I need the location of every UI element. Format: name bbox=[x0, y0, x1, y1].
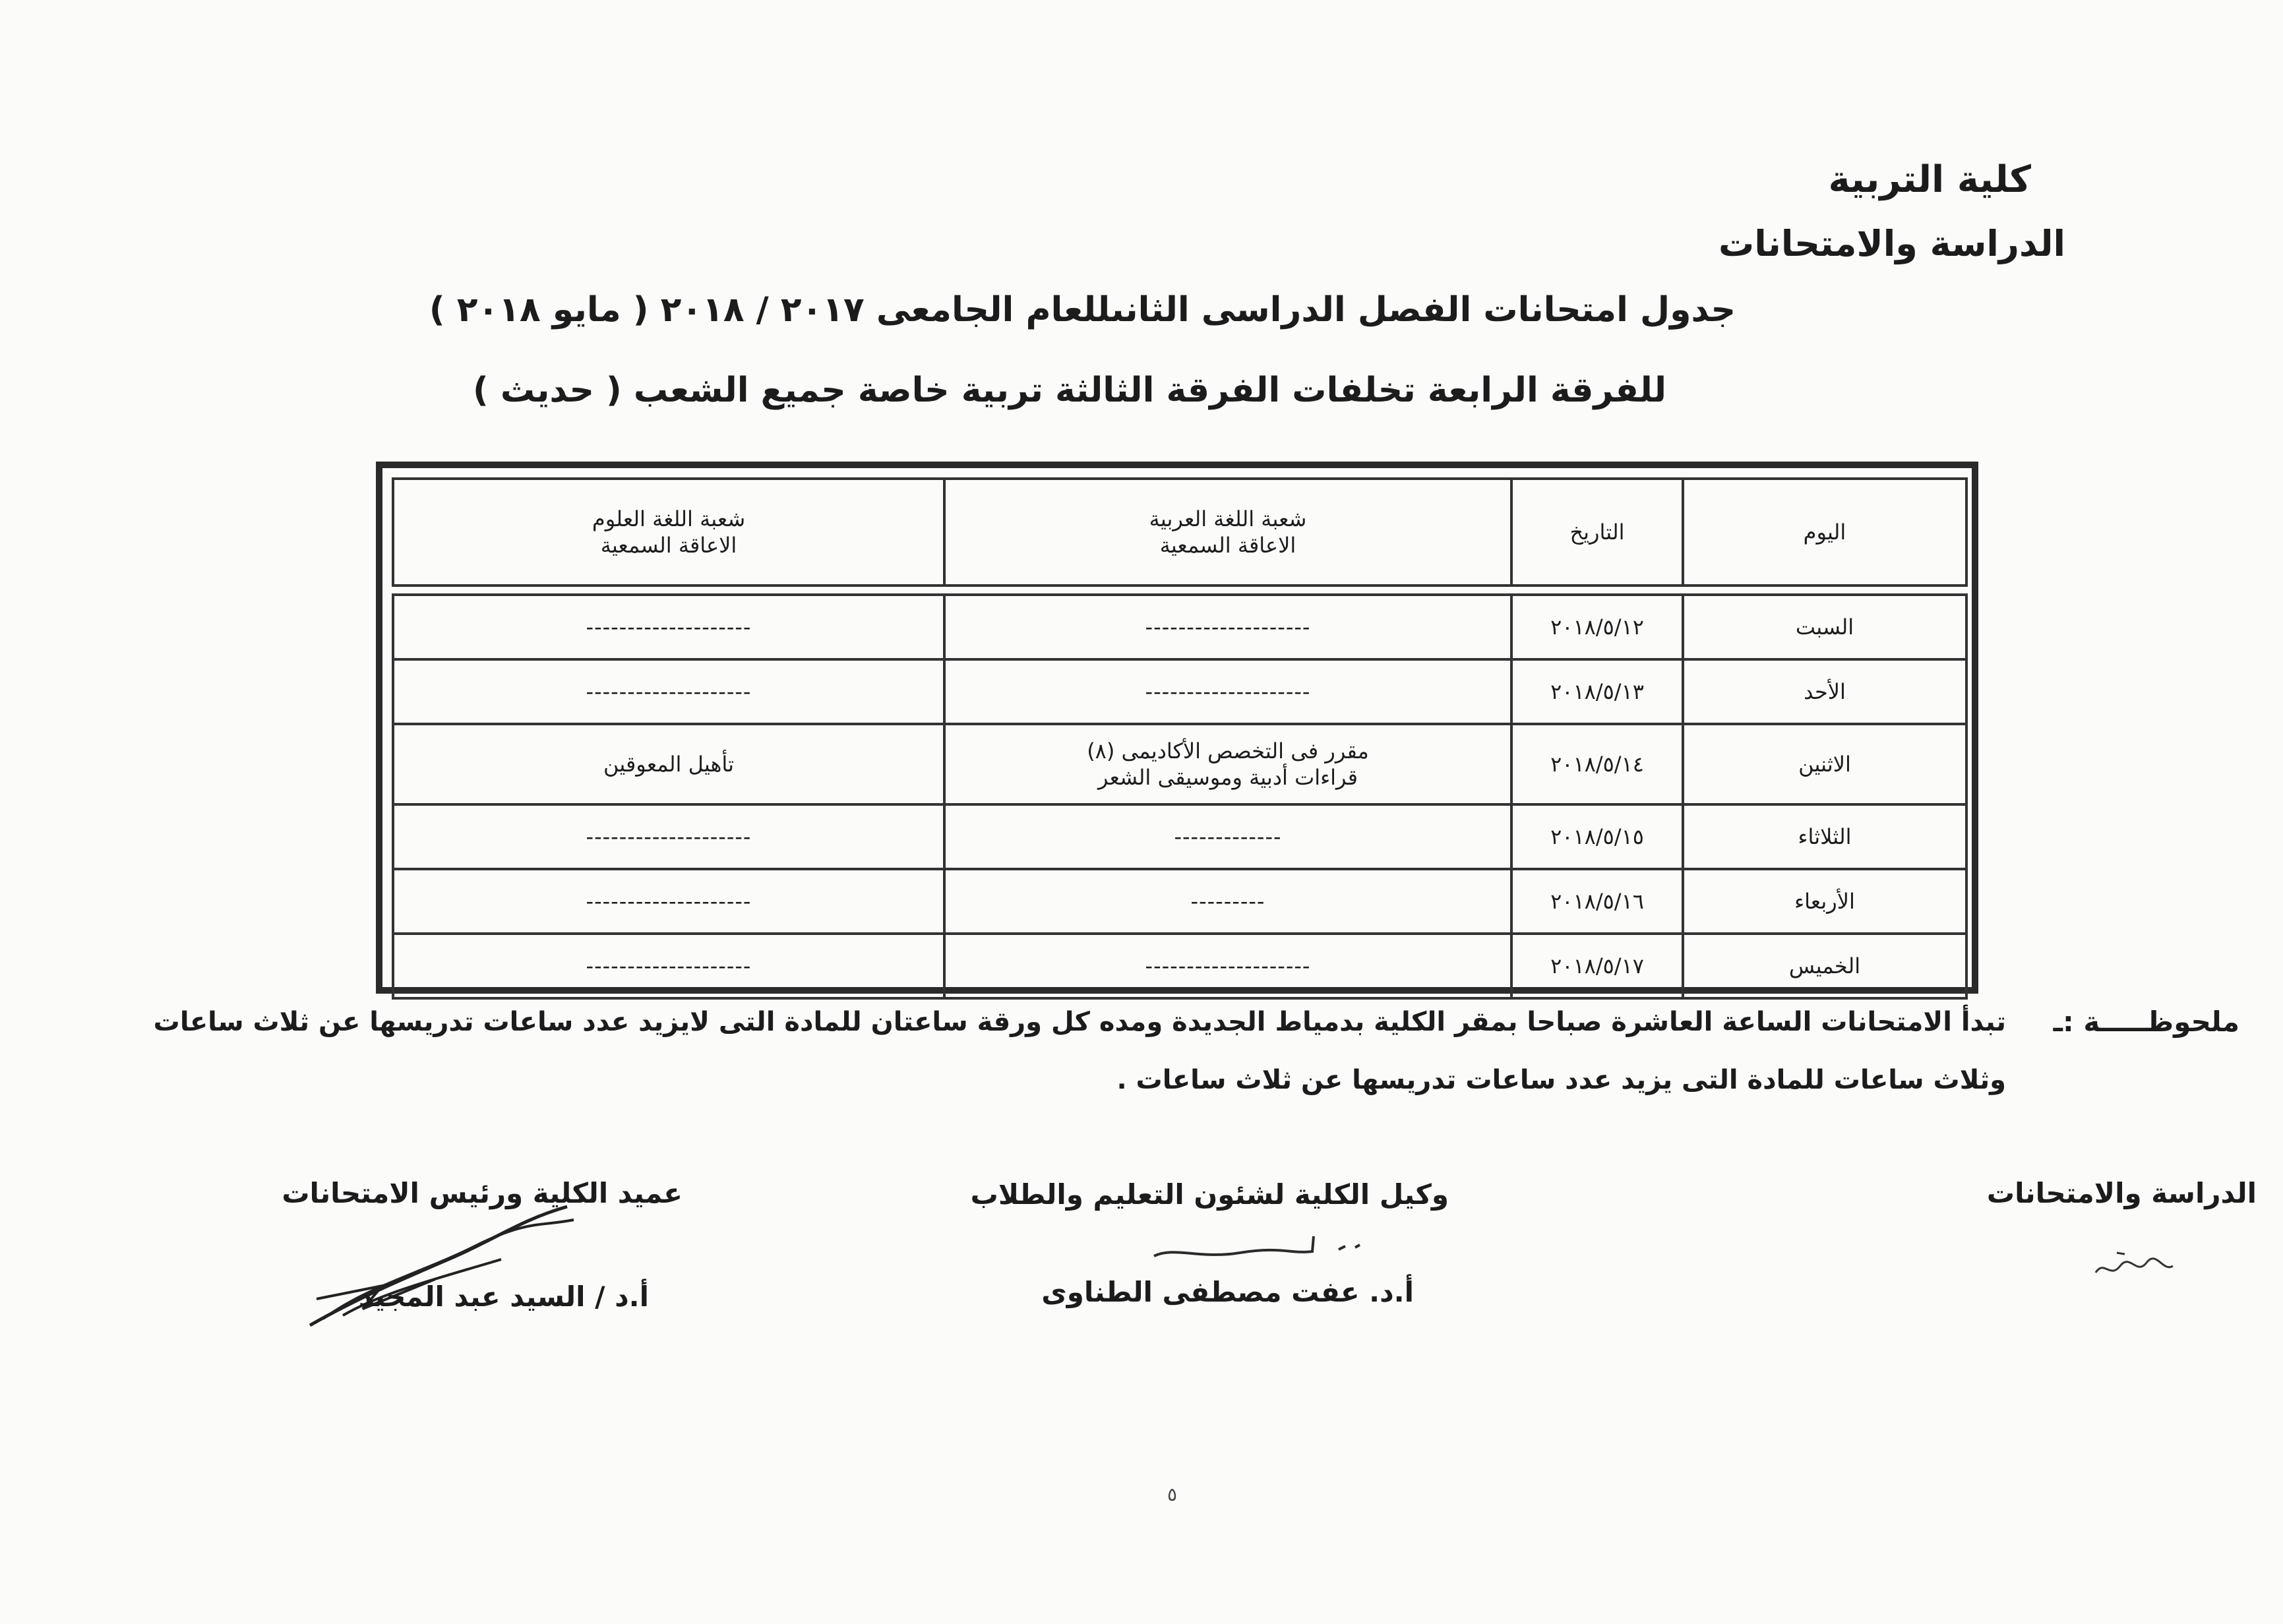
table-row bbox=[393, 934, 1966, 998]
cell-date: ٢٠١٨/٥/١٥ bbox=[1511, 804, 1683, 869]
cell-date: ٢٠١٨/٥/١٢ bbox=[1511, 595, 1683, 659]
header-date: التاريخ bbox=[1511, 479, 1683, 586]
table-header-row bbox=[393, 479, 1966, 586]
cell-science: -------------------- bbox=[393, 869, 944, 934]
header-arabic bbox=[944, 479, 1511, 586]
schedule-table bbox=[392, 477, 1968, 1000]
header-arabic-line1: شعبة اللغة العربية bbox=[1149, 506, 1307, 531]
cell-science: -------------------- bbox=[393, 595, 944, 659]
page-mark: ٥ bbox=[1167, 1484, 1178, 1505]
initials-signature bbox=[2090, 1240, 2176, 1292]
schedule-title: جدول امتحانات الفصل الدراسى الثانىللعام الجامعى ٢٠١٧ / ٢٠١٨ ( مايو ٢٠١٨ ) bbox=[429, 290, 1736, 330]
cell-day: الأربعاء bbox=[1683, 869, 1966, 934]
header-science-line2: الاعاقة السمعية bbox=[600, 533, 737, 558]
header-arabic-line2: الاعاقة السمعية bbox=[1159, 533, 1296, 558]
cell-arabic: مقرر فى التخصص الأكاديمى (٨) قراءات أدبية وموسيقى الشعر bbox=[944, 724, 1511, 804]
signature-dean-title: عميد الكلية ورئيس الامتحانات bbox=[282, 1177, 683, 1209]
header-science-line1: شعبة اللغة العلوم bbox=[592, 506, 746, 531]
signature-exams-office: الدراسة والامتحانات bbox=[1986, 1177, 2257, 1209]
signature-dean-name: أ.د / السيد عبد المجيد bbox=[358, 1280, 649, 1313]
cell-arabic: -------------------- bbox=[944, 595, 1511, 659]
table-row bbox=[393, 804, 1966, 869]
cell-day: الخميس bbox=[1683, 934, 1966, 998]
table-row bbox=[393, 724, 1966, 804]
cell-date: ٢٠١٨/٥/١٦ bbox=[1511, 869, 1683, 934]
signature-vice-dean-title: وكيل الكلية لشئون التعليم والطلاب bbox=[970, 1178, 1449, 1211]
header-day: اليوم bbox=[1683, 479, 1966, 586]
schedule-table-frame bbox=[376, 462, 1978, 994]
table-row bbox=[393, 659, 1966, 724]
cell-date: ٢٠١٨/٥/١٧ bbox=[1511, 934, 1683, 998]
cell-arabic: -------------------- bbox=[944, 934, 1511, 998]
department-name: الدراسة والامتحانات bbox=[1719, 223, 2065, 264]
note-line-1: تبدأ الامتحانات الساعة العاشرة صباحا بمقر الكلية بدمياط الجديدة ومده كل ورقة ساعتان للمادة التى لايزيد عدد ساعات تدريسها عن ثلاث ساعات bbox=[153, 1007, 2006, 1037]
cell-arabic: -------------------- bbox=[944, 659, 1511, 724]
cell-day: السبت bbox=[1683, 595, 1966, 659]
cell-day: الاثنين bbox=[1683, 724, 1966, 804]
table-row bbox=[393, 869, 1966, 934]
cell-arabic: ------------- bbox=[944, 804, 1511, 869]
cell-date: ٢٠١٨/٥/١٣ bbox=[1511, 659, 1683, 724]
cell-science: -------------------- bbox=[393, 659, 944, 724]
header-science bbox=[393, 479, 944, 586]
header-separator bbox=[393, 586, 1966, 595]
cell-day: الثلاثاء bbox=[1683, 804, 1966, 869]
note-label: ملحوظـــــة :ـ bbox=[2053, 1006, 2239, 1038]
cell-arabic: --------- bbox=[944, 869, 1511, 934]
vice-dean-signature bbox=[1147, 1233, 1385, 1273]
cell-science: -------------------- bbox=[393, 804, 944, 869]
cell-day: الأحد bbox=[1683, 659, 1966, 724]
signature-vice-dean-name: أ.د. عفت مصطفى الطناوى bbox=[1041, 1276, 1414, 1308]
cell-science: تأهيل المعوقين bbox=[393, 724, 944, 804]
schedule-subtitle: للفرقة الرابعة تخلفات الفرقة الثالثة تربية خاصة جميع الشعب ( حديث ) bbox=[472, 371, 1666, 410]
cell-science: -------------------- bbox=[393, 934, 944, 998]
table-row bbox=[393, 595, 1966, 659]
faculty-name: كلية التربية bbox=[1828, 158, 2031, 201]
cell-date: ٢٠١٨/٥/١٤ bbox=[1511, 724, 1683, 804]
note-line-2: وثلاث ساعات للمادة التى يزيد عدد ساعات تدريسها عن ثلاث ساعات . bbox=[1116, 1065, 2006, 1095]
